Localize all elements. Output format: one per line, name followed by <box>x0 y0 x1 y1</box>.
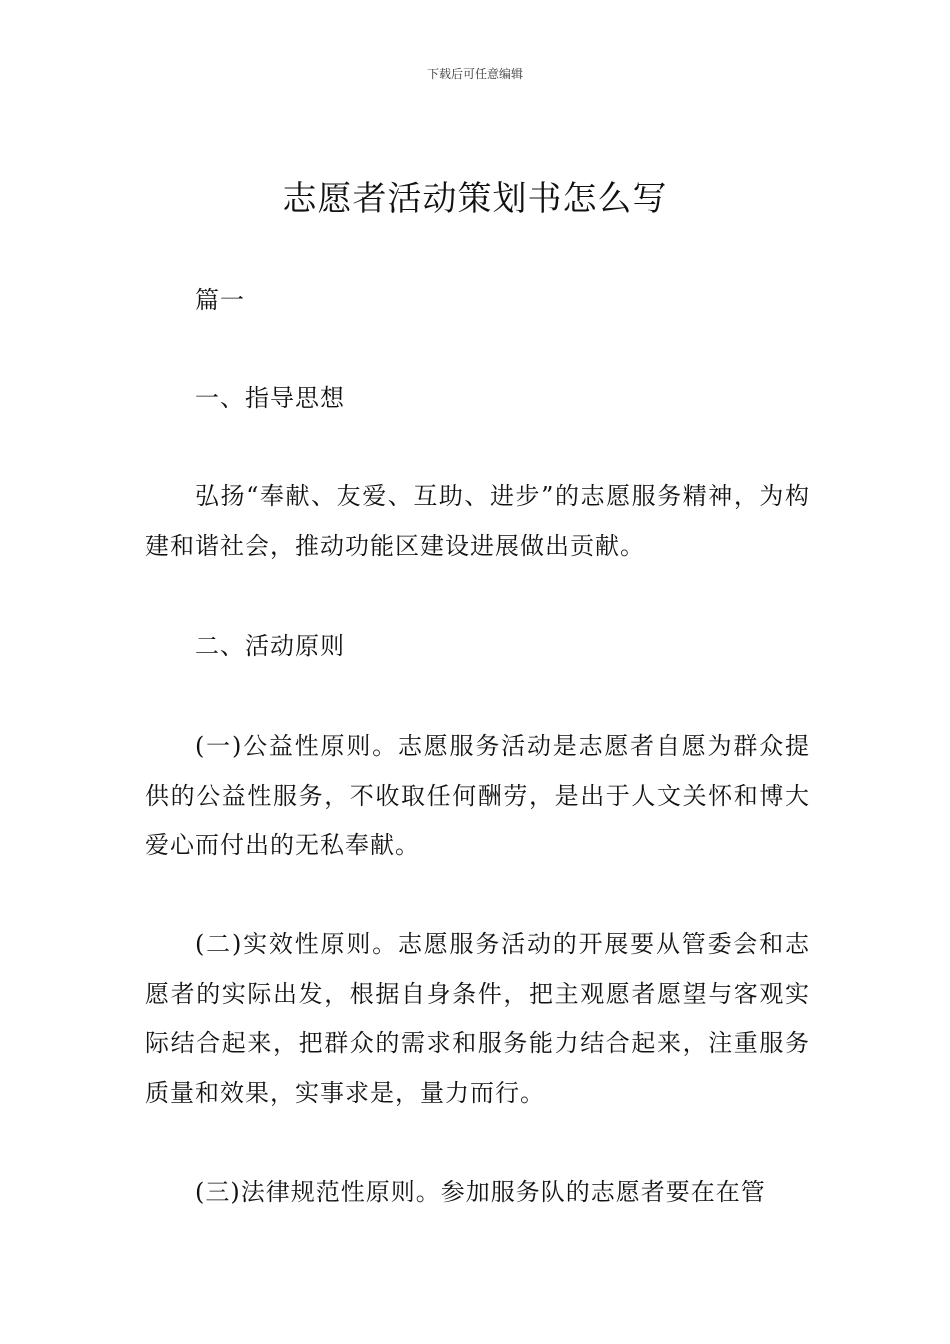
paragraph-principle-public-welfare: (一)公益性原则。志愿服务活动是志愿者自愿为群众提供的公益性服务，不收取任何酬劳，是出于人文关怀和博大爱心而付出的无私奉献。 <box>145 732 810 859</box>
part-label: 篇一 <box>195 286 245 314</box>
paragraph-principle-legal-norms: (三)法律规范性原则。参加服务队的志愿者要在在管 <box>195 1178 766 1206</box>
section-heading-activity-principles: 二、活动原则 <box>195 632 345 660</box>
document-title: 志愿者活动策划书怎么写 <box>282 179 668 219</box>
page-header-note: 下载后可任意编辑 <box>426 67 523 81</box>
paragraph-principle-effectiveness: (二)实效性原则。志愿服务活动的开展要从管委会和志愿者的实际出发，根据自身条件，把主观愿者愿望与客观实际结合起来，把群众的需求和服务能力结合起来，注重服务质量和效果，实事求是，量力而行。 <box>145 930 810 1107</box>
section-heading-guiding-ideology: 一、指导思想 <box>195 384 345 412</box>
paragraph-guiding-ideology: 弘扬“奉献、友爱、互助、进步”的志愿服务精神，为构建和谐社会，推动功能区建设进展做出贡献。 <box>145 482 810 560</box>
